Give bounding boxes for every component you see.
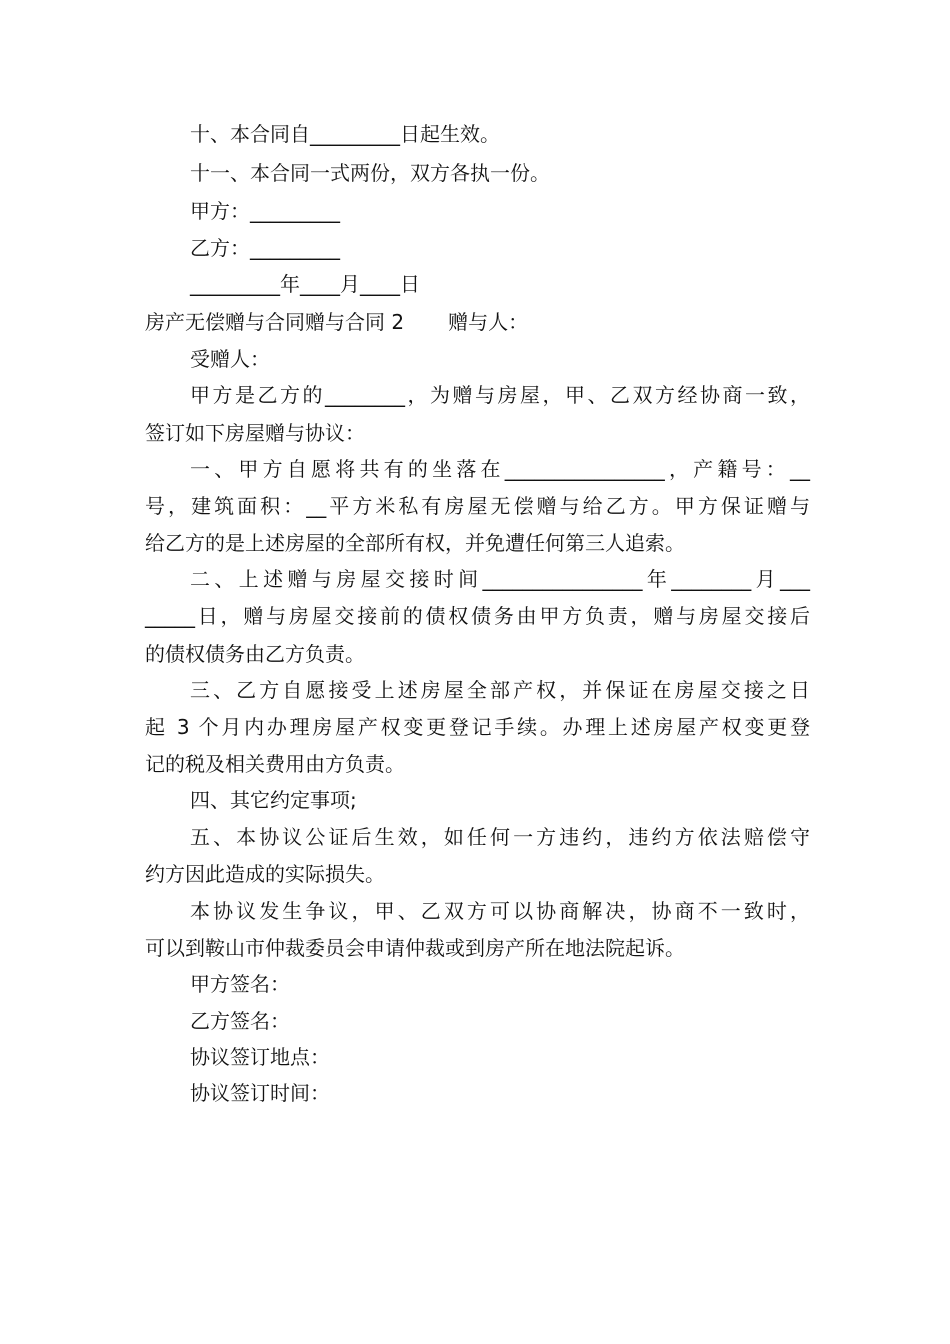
clause-3-line-3: 记的税及相关费用由方负责。 — [145, 752, 405, 776]
contract-title: 房产无偿赠与合同赠与合同 2 — [145, 310, 405, 334]
clause-5-line-2: 约方因此造成的实际损失。 — [145, 862, 385, 886]
party-b-line: 乙方：_________ — [190, 236, 340, 260]
signing-time: 协议签订时间： — [190, 1081, 330, 1105]
donee-label: 受赠人： — [190, 347, 270, 371]
dispute-line-2: 可以到鞍山市仲裁委员会申请仲裁或到房产所在地法院起诉。 — [145, 936, 685, 960]
clause-1-line-3: 给乙方的是上述房屋的全部所有权，并免遭任何第三人追索。 — [145, 531, 685, 555]
party-b-signature: 乙方签名： — [190, 1009, 290, 1033]
dispute-line-1: 本协议发生争议，甲、乙双方可以协商解决，协商不一致时， — [190, 899, 810, 923]
date-line: _________年____月____日 — [190, 272, 420, 296]
intro-line-1: 甲方是乙方的________，为赠与房屋，甲、乙双方经协商一致， — [190, 383, 810, 407]
clause-11-copies: 十一、本合同一式两份，双方各执一份。 — [190, 161, 550, 185]
clause-5-line-1: 五、本协议公证后生效，如任何一方违约，违约方依法赔偿守 — [190, 825, 810, 849]
intro-line-2: 签订如下房屋赠与协议： — [145, 421, 365, 445]
clause-2-line-1: 二、上述赠与房屋交接时间________________年________月___ — [190, 567, 810, 591]
donor-label: 赠与人： — [448, 310, 529, 334]
contract-heading-row — [145, 310, 810, 334]
clause-3-line-2: 起 3 个月内办理房屋产权变更登记手续。办理上述房屋产权变更登 — [145, 715, 810, 739]
clause-3-line-1: 三、乙方自愿接受上述房屋全部产权，并保证在房屋交接之日 — [190, 678, 810, 702]
clause-1-line-2: 号，建筑面积：__平方米私有房屋无偿赠与给乙方。甲方保证赠与 — [145, 494, 810, 518]
party-a-line: 甲方：_________ — [190, 199, 340, 223]
party-a-signature: 甲方签名： — [190, 972, 290, 996]
clause-2-line-2: _____日，赠与房屋交接前的债权债务由甲方负责，赠与房屋交接后 — [145, 604, 810, 628]
clause-4: 四、其它约定事项; — [190, 788, 357, 812]
clause-10-effective-date: 十、本合同自_________日起生效。 — [190, 122, 500, 146]
signing-place: 协议签订地点： — [190, 1045, 330, 1069]
clause-2-line-3: 的债权债务由乙方负责。 — [145, 642, 365, 666]
clause-1-line-1: 一、甲方自愿将共有的坐落在________________，产籍号：__ — [190, 457, 810, 481]
